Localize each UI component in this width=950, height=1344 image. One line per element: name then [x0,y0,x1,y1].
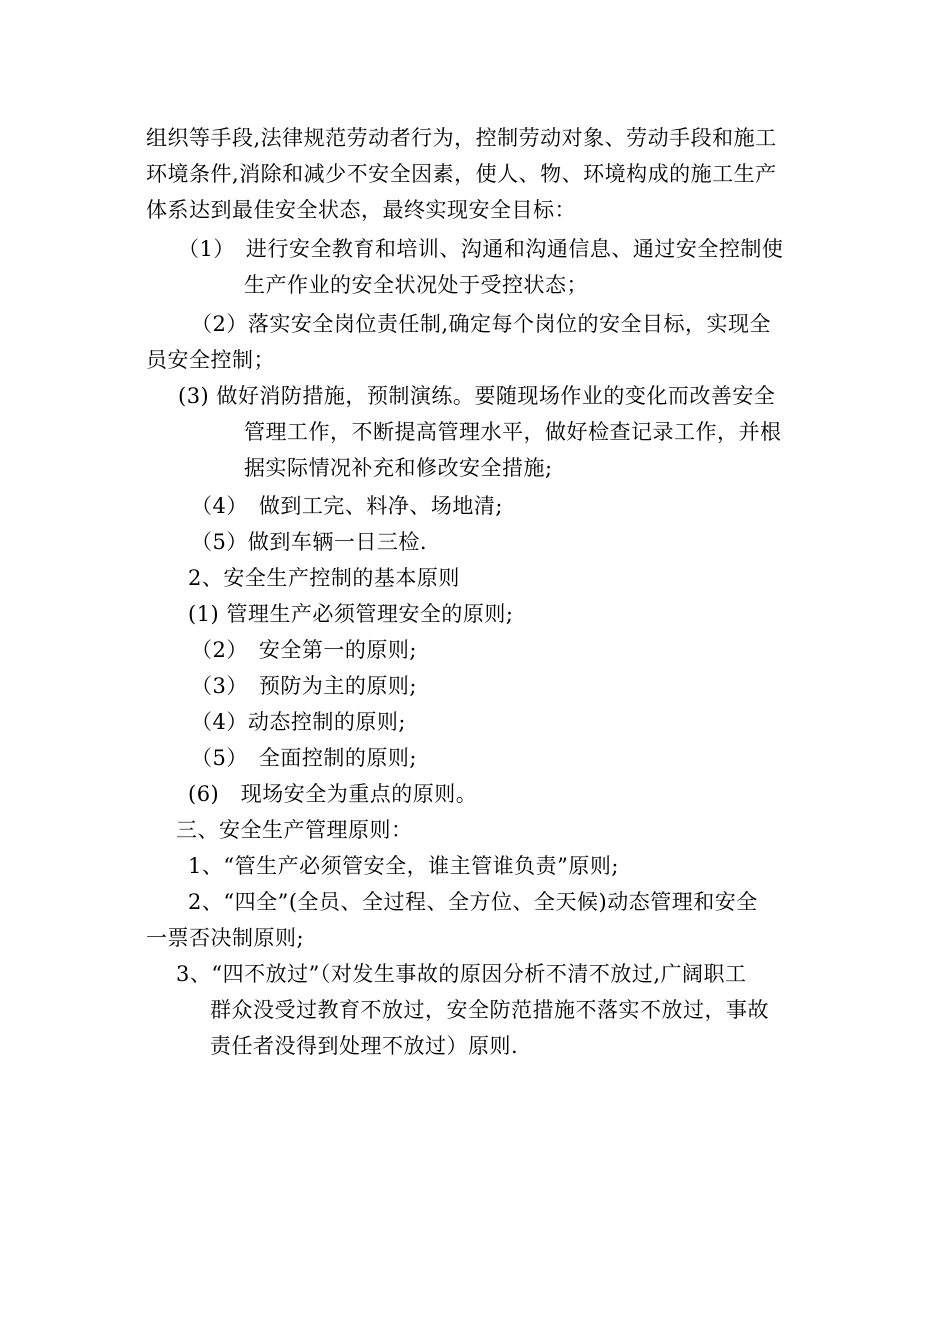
list-item-line: 3、“四不放过”（对发生事故的原因分析不清不放过,广阔职工 [176,962,747,986]
list-item-line: (3) 做好消防措施，预制演练。要随现场作业的变化而改善安全 [178,384,776,408]
section-heading: 2、安全生产控制的基本原则 [188,566,460,590]
list-item-line: (1) 管理生产必须管理安全的原则; [188,602,514,626]
list-item-line: 员安全控制； [146,348,275,372]
list-item-line: （5） 全面控制的原则; [191,746,417,770]
list-item-line: （3） 预防为主的原则; [191,674,417,698]
list-item-line: 责任者没得到处理不放过）原则. [210,1034,519,1058]
paragraph-line: 体系达到最佳安全状态，最终实现安全目标： [146,198,576,222]
list-item-line: （1） 进行安全教育和培训、沟通和沟通信息、通过安全控制使 [178,237,784,261]
list-item-line: 群众没受过教育不放过，安全防范措施不落实不放过，事故 [210,998,769,1022]
paragraph-line: 组织等手段,法律规范劳动者行为，控制劳动对象、劳动手段和施工 [146,126,777,150]
list-item-line: （4） 做到工完、料净、场地清; [191,494,503,518]
list-item-line: 一票否决制原则; [146,926,305,950]
list-item-line: （2） 安全第一的原则; [191,638,417,662]
list-item-line: （2）落实安全岗位责任制,确定每个岗位的安全目标，实现全 [191,312,772,336]
list-item-line: （5）做到车辆一日三检. [191,530,428,554]
list-item-line: (6) 现场安全为重点的原则。 [188,782,478,806]
list-item-line: （4）动态控制的原则; [191,710,406,734]
list-item-line: 管理工作，不断提高管理水平，做好检查记录工作，并根 [244,420,782,444]
list-item-line: 2、“四全”(全员、全过程、全方位、全天候)动态管理和安全 [188,890,758,914]
paragraph-line: 环境条件,消除和减少不安全因素，使人、物、环境构成的施工生产 [146,162,777,186]
list-item-line: 据实际情况补充和修改安全措施; [244,456,553,480]
list-item-line: 1、“管生产必须管安全，谁主管谁负责”原则; [188,854,619,878]
section-heading: 三、安全生产管理原则： [176,818,413,842]
list-item-line: 生产作业的安全状况处于受控状态； [244,273,588,297]
